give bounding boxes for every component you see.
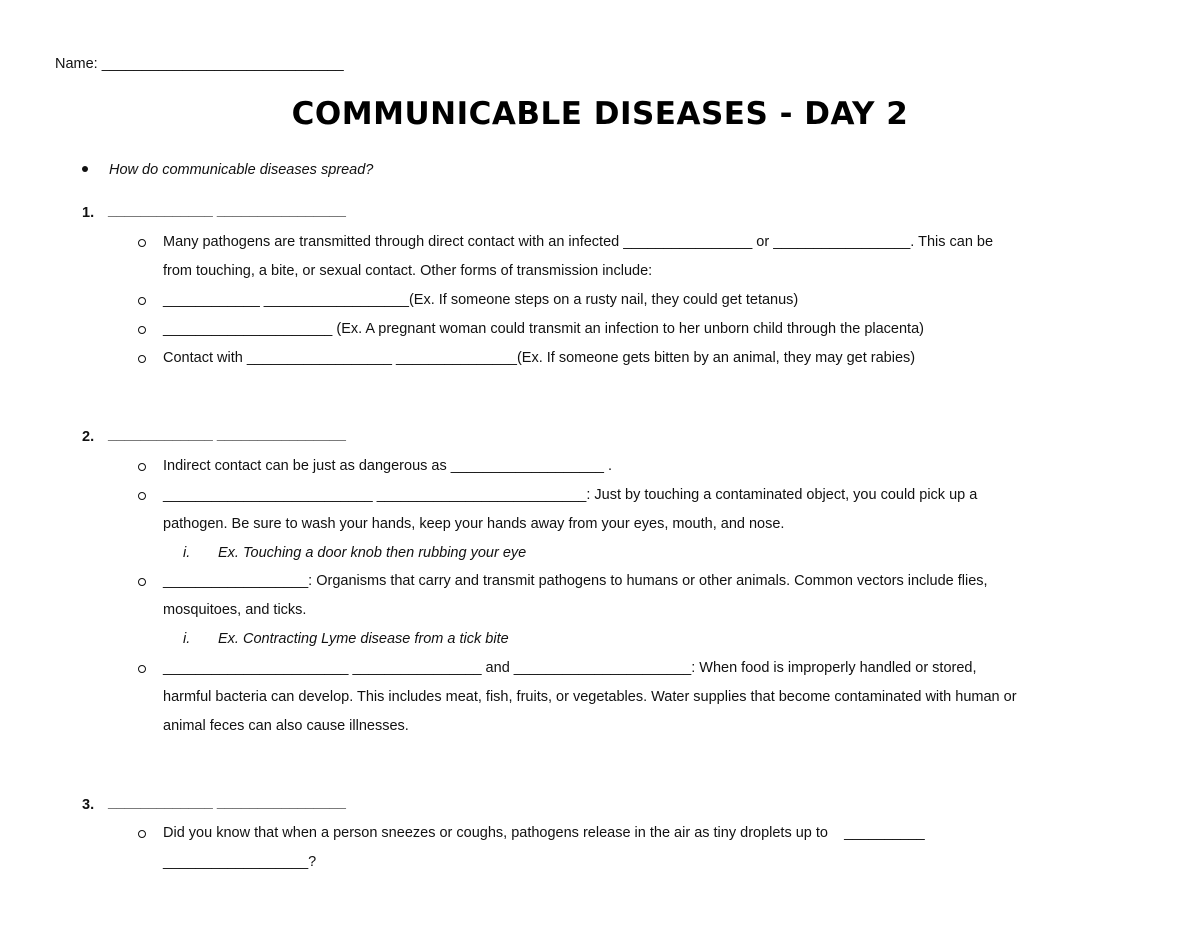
section-number: 2. (82, 429, 95, 445)
section-number: 3. (82, 797, 95, 813)
list-item-continuation: mosquitoes, and ticks. (163, 602, 307, 618)
list-item: __________________: Organisms that carry and transmit pathogens to humans or other animals. Common vectors include flies, (163, 573, 988, 589)
page-title: COMMUNICABLE DISEASES - DAY 2 (291, 96, 909, 132)
hollow-bullet-icon (138, 665, 146, 673)
sub-item-label: i. (183, 545, 191, 561)
sub-item (183, 545, 526, 561)
list-item: _____________________ (Ex. A pregnant woman could transmit an infection to her unborn child through the placenta) (163, 321, 924, 337)
bullet-dot-icon (82, 166, 88, 172)
hollow-bullet-icon (138, 830, 146, 838)
question-bullet (82, 162, 373, 178)
name-line: Name: ______________________________ (55, 56, 344, 72)
hollow-bullet-icon (138, 463, 146, 471)
list-item: _______________________ ________________ and ______________________: When food is improperly handled or stored, (163, 660, 977, 676)
list-item-continuation: harmful bacteria can develop. This includes meat, fish, fruits, or vegetables. Water supplies that become contaminated with human or (163, 689, 1017, 705)
sub-item-text: Ex. Touching a door knob then rubbing your eye (218, 545, 527, 561)
list-item: Many pathogens are transmitted through direct contact with an infected ________________ or _________________. This can be (163, 234, 994, 250)
question-text: How do communicable diseases spread? (109, 162, 374, 178)
list-item-continuation: from touching, a bite, or sexual contact. Other forms of transmission include: (163, 263, 653, 279)
hollow-bullet-icon (138, 239, 146, 247)
sub-item-label: i. (183, 631, 191, 647)
hollow-bullet-icon (138, 297, 146, 305)
list-item-continuation: __________________? (163, 854, 317, 870)
list-item: Indirect contact can be just as dangerous as ___________________ . (163, 458, 613, 474)
hollow-bullet-icon (138, 355, 146, 363)
sub-item-text: Ex. Contracting Lyme disease from a tick bite (218, 631, 509, 647)
section-number: 1. (82, 205, 95, 221)
list-item-continuation: animal feces can also cause illnesses. (163, 718, 409, 734)
list-item: __________________________ __________________________: Just by touching a contaminated object, you could pick up a (163, 487, 978, 503)
list-item: Did you know that when a person sneezes or coughs, pathogens release in the air as tiny droplets up to __________ (163, 825, 925, 841)
section-heading-blank: _____________ ________________ (108, 795, 346, 811)
sub-item (183, 631, 509, 647)
list-item: ____________ __________________(Ex. If someone steps on a rusty nail, they could get tetanus) (163, 292, 799, 308)
hollow-bullet-icon (138, 326, 146, 334)
section-heading-blank: _____________ ________________ (108, 203, 346, 219)
list-item: Contact with __________________ _______________(Ex. If someone gets bitten by an animal, they may get rabies) (163, 350, 916, 366)
hollow-bullet-icon (138, 492, 146, 500)
section-heading-blank: _____________ ________________ (108, 427, 346, 443)
hollow-bullet-icon (138, 578, 146, 586)
list-item-continuation: pathogen. Be sure to wash your hands, keep your hands away from your eyes, mouth, and nose. (163, 516, 785, 532)
